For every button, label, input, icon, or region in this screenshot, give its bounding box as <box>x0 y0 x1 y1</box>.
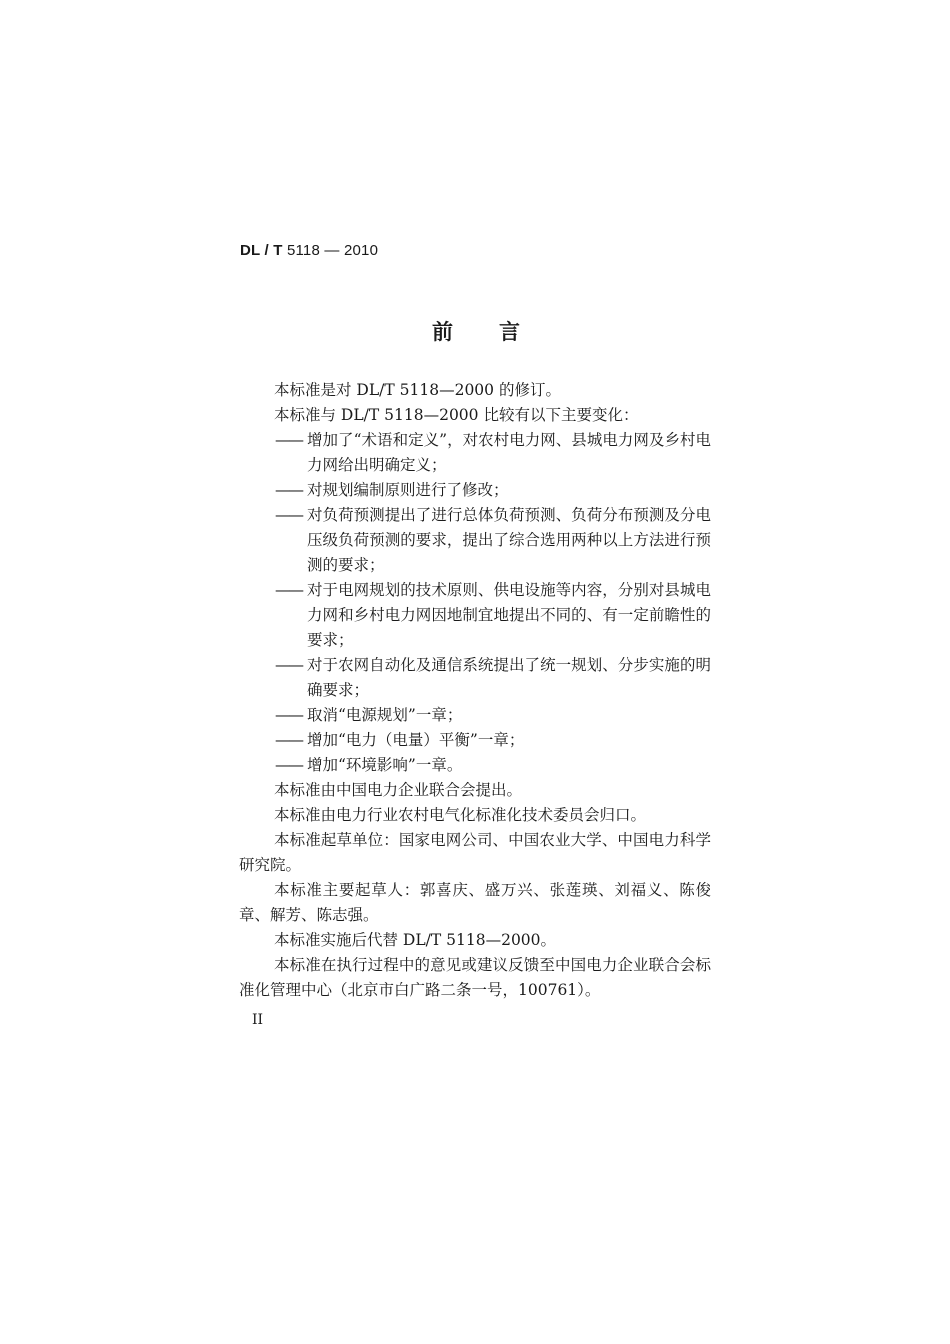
page-number: II <box>252 1012 264 1028</box>
intro-paragraph: 本标准与 DL/T 5118—2000 比较有以下主要变化： <box>274 406 639 424</box>
change-list-item <box>239 653 711 703</box>
dash-marker: —— <box>275 731 302 749</box>
change-list-item <box>239 428 711 478</box>
foreword-body <box>239 378 711 1003</box>
intro-paragraph: 本标准是对 DL/T 5118—2000 的修订。 <box>274 381 561 399</box>
document-code-prefix: DL / T <box>240 242 283 259</box>
change-list-item <box>239 728 711 753</box>
change-text: 对于农网自动化及通信系统提出了统一规划、分步实施的明确要求； <box>307 656 711 699</box>
change-text: 增加“电力（电量）平衡”一章； <box>307 731 525 749</box>
change-text: 对负荷预测提出了进行总体负荷预测、负荷分布预测及分电压级负荷预测的要求，提出了综合选用两种以上方法进行预测的要求； <box>307 506 711 574</box>
closing-paragraph: 本标准主要起草人：郭喜庆、盛万兴、张莲瑛、刘福义、陈俊章、解芳、陈志强。 <box>239 881 711 924</box>
change-text: 取消“电源规划”一章； <box>307 706 463 724</box>
closing-paragraph: 本标准由电力行业农村电气化标准化技术委员会归口。 <box>274 806 647 824</box>
dash-marker: —— <box>275 431 302 449</box>
dash-marker: —— <box>275 756 302 774</box>
change-text: 增加“环境影响”一章。 <box>307 756 463 774</box>
closing-paragraph: 本标准在执行过程中的意见或建议反馈至中国电力企业联合会标准化管理中心（北京市白广路二条一号，100761）。 <box>239 956 711 999</box>
change-list-item <box>239 703 711 728</box>
document-code-header <box>240 242 378 259</box>
document-code-number: 5118 — 2010 <box>282 242 379 259</box>
dash-marker: —— <box>275 706 302 724</box>
closing-paragraph: 本标准起草单位：国家电网公司、中国农业大学、中国电力科学研究院。 <box>239 831 711 874</box>
dash-marker: —— <box>275 581 302 599</box>
change-text: 对规划编制原则进行了修改； <box>307 481 509 499</box>
closing-paragraph: 本标准由中国电力企业联合会提出。 <box>274 781 523 799</box>
dash-marker: —— <box>275 481 302 499</box>
change-list-item <box>239 578 711 653</box>
closing-paragraph: 本标准实施后代替 DL/T 5118—2000。 <box>274 931 557 949</box>
change-list-item <box>239 503 711 578</box>
change-list-item <box>239 753 711 778</box>
page-title: 前言 <box>432 320 566 344</box>
dash-marker: —— <box>275 506 302 524</box>
dash-marker: —— <box>275 656 302 674</box>
change-text: 对于电网规划的技术原则、供电设施等内容，分别对县城电力网和乡村电力网因地制宜地提出不同的、有一定前瞻性的要求； <box>307 581 711 649</box>
change-text: 增加了“术语和定义”，对农村电力网、县城电力网及乡村电力网给出明确定义； <box>307 431 711 474</box>
change-list-item <box>239 478 711 503</box>
